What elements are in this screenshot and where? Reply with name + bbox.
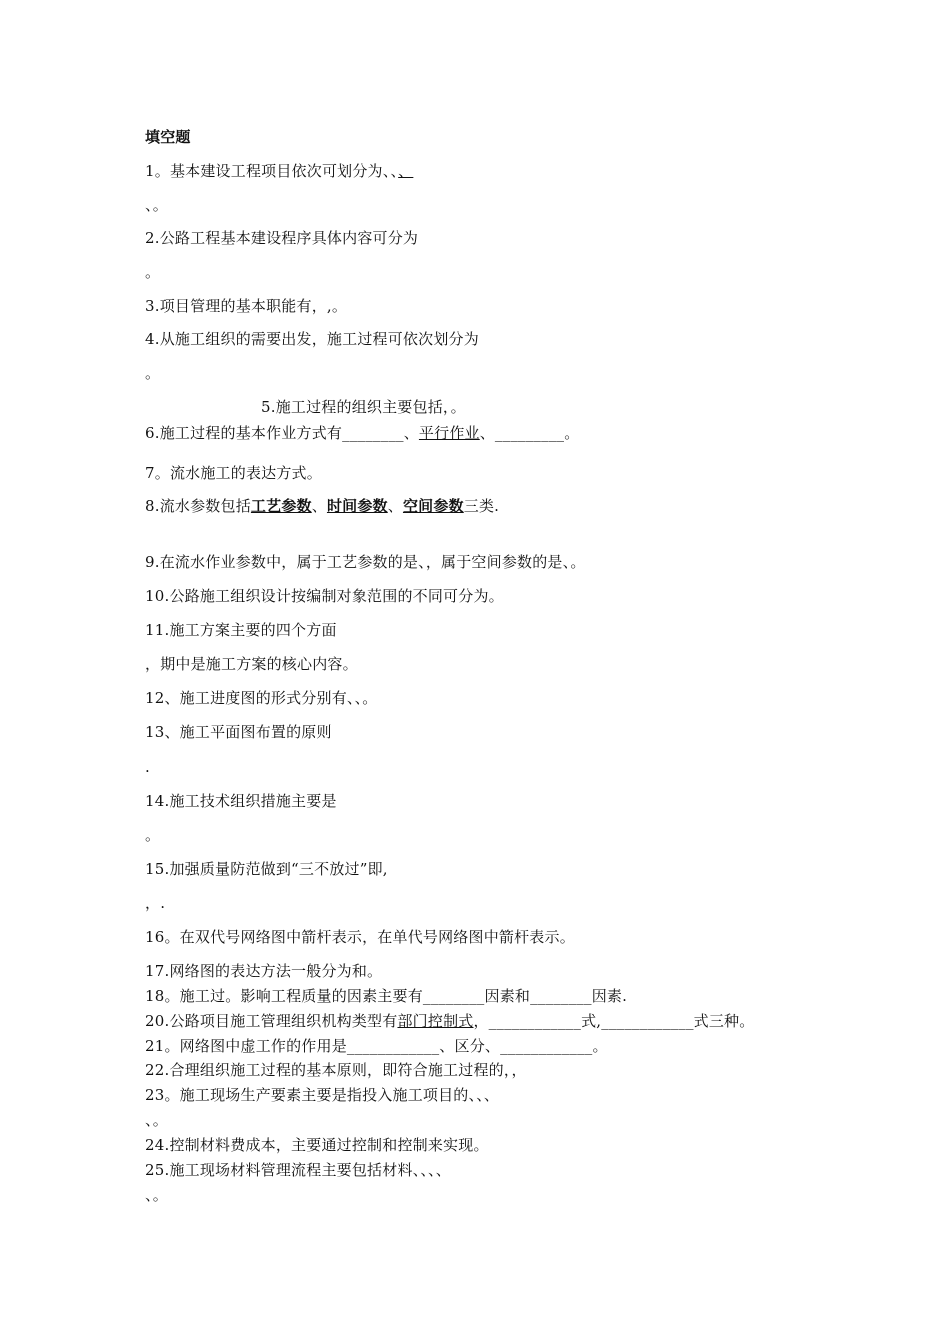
question-14-line-1: 14.施工技术组织措施主要是	[145, 792, 337, 810]
question-1-line-1	[145, 162, 413, 180]
question-23-line-1: 23。施工现场生产要素主要是指投入施工项目的、、、	[145, 1086, 500, 1104]
question-23-line-2: 、。	[145, 1111, 168, 1129]
question-13-line-2: .	[145, 758, 150, 776]
q20-text: 20.公路项目施工管理组织机构类型有	[145, 1012, 398, 1030]
q8-text-end: 三类.	[463, 497, 500, 515]
q1-underlined-blank: 、	[398, 162, 414, 180]
q20-department-control: 部门控制式	[397, 1012, 474, 1030]
q8-space-parameter: 空间参数	[402, 497, 464, 515]
q8-sep-2: 、	[387, 497, 403, 515]
question-16: 16。在双代号网络图中箭杆表示，在单代号网络图中箭杆表示。	[145, 928, 575, 946]
question-22: 22.合理组织施工过程的基本原则，即符合施工过程的，，	[145, 1061, 527, 1079]
q6-parallel-work: 平行作业	[418, 424, 480, 442]
question-8	[145, 497, 499, 515]
question-4-line-1: 4.从施工组织的需要出发，施工过程可依次划分为	[145, 330, 479, 348]
question-11-line-2: ，期中是施工方案的核心内容。	[145, 655, 358, 673]
q8-sep-1: 、	[311, 497, 327, 515]
question-2-line-2: 。	[145, 263, 161, 281]
question-17: 17.网络图的表达方法一般分为和。	[145, 962, 383, 980]
question-6	[145, 424, 579, 442]
q8-time-parameter: 时间参数	[326, 497, 388, 515]
question-12: 12、施工进度图的形式分别有、、。	[145, 689, 378, 707]
q8-text: 8.流水参数包括	[145, 497, 251, 515]
question-5: 5.施工过程的组织主要包括，。	[261, 398, 466, 416]
question-24: 24.控制材料费成本，主要通过控制和控制来实现。	[145, 1136, 489, 1154]
question-25-line-2: 、。	[145, 1186, 168, 1204]
q6-text: 6.施工过程的基本作业方式有________、	[145, 424, 419, 442]
question-15-line-2: ，.	[145, 894, 166, 912]
question-11-line-1: 11.施工方案主要的四个方面	[145, 621, 337, 639]
question-9: 9.在流水作业参数中，属于工艺参数的是、，属于空间参数的是、。	[145, 553, 586, 571]
q6-text-end: 、_________。	[479, 424, 580, 442]
question-7: 7。流水施工的表达方式。	[145, 464, 322, 482]
question-21: 21。网络图中虚工作的作用是____________、区分、____________。	[145, 1037, 608, 1055]
question-1-line-2: 、。	[145, 196, 168, 214]
question-13-line-1: 13、施工平面图布置的原则	[145, 723, 332, 741]
question-2-line-1: 2.公路工程基本建设程序具体内容可分为	[145, 229, 419, 247]
question-18: 18。施工过。影响工程质量的因素主要有________因素和________因素.	[145, 987, 628, 1005]
question-25-line-1: 25.施工现场材料管理流程主要包括材料、、、、	[145, 1161, 451, 1179]
q8-process-parameter: 工艺参数	[250, 497, 312, 515]
q20-text-end: ，____________式,____________式三种。	[473, 1012, 755, 1030]
q1-text: 1。基本建设工程项目依次可划分为、、	[145, 162, 399, 180]
question-14-line-2: 。	[145, 826, 161, 844]
question-10: 10.公路施工组织设计按编制对象范围的不同可分为。	[145, 587, 504, 605]
section-heading: 填空题	[145, 128, 191, 146]
question-15-line-1: 15.加强质量防范做到“三不放过”即,	[145, 860, 388, 878]
question-20	[145, 1012, 754, 1030]
question-3: 3.项目管理的基本职能有，,。	[145, 297, 348, 315]
question-4-line-2: 。	[145, 364, 161, 382]
